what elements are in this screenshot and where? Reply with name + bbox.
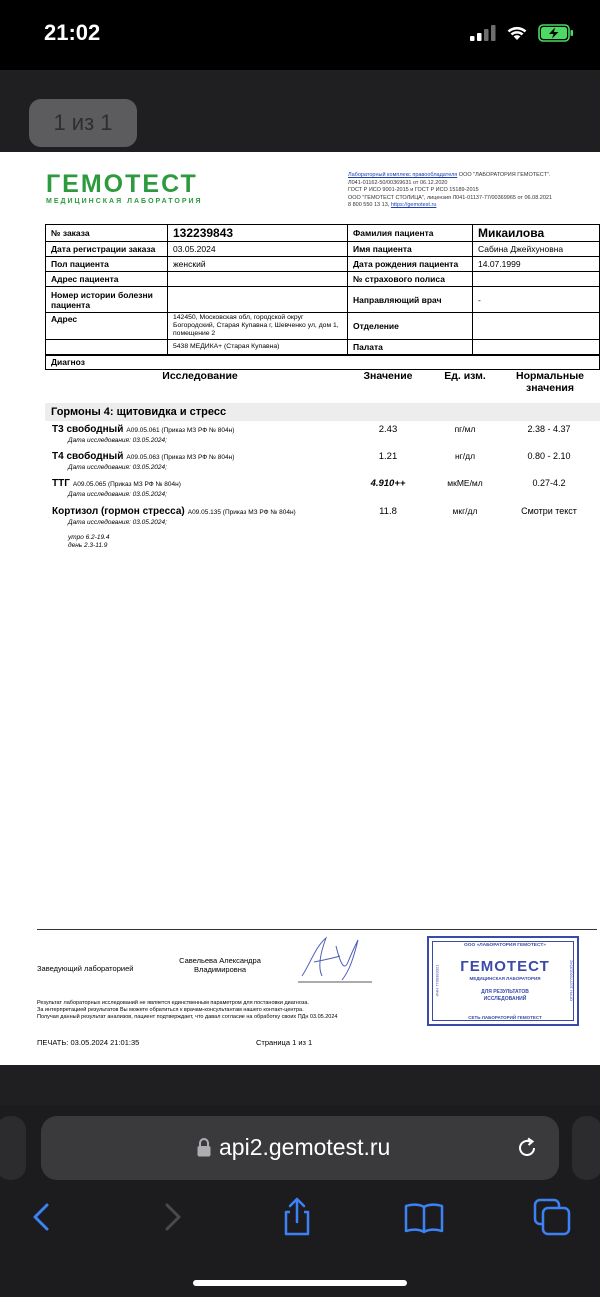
section-title: Гормоны 4: щитовидка и стресс — [45, 403, 600, 421]
reg-date-value: 03.05.2024 — [168, 242, 348, 257]
stamp-main-text: ГЕМОТЕСТ — [460, 958, 550, 975]
lab-info — [348, 172, 598, 210]
result-name — [52, 478, 181, 489]
signature-name-line1: Савельева Александра — [179, 956, 261, 965]
disclaimer-line2: За интерпретацией результатов Вы можете обратиться к врачам-консультантам нашего контакт-центра. — [37, 1007, 304, 1013]
viewer-bottom-bar — [0, 1065, 600, 1105]
signature-name-line2: Владимировна — [193, 965, 247, 974]
result-ref: Смотри текст — [521, 506, 577, 516]
gemotest-site-link[interactable]: https://gemotest.ru — [390, 202, 437, 208]
insurance-value — [473, 272, 600, 287]
result-unit: мкМЕ/мл — [447, 478, 483, 488]
history-label: Номер истории болезни пациента — [46, 287, 168, 313]
result-name-text: Т3 свободный — [52, 424, 124, 435]
lab-info-line1: ООО "ЛАБОРАТОРИЯ ГЕМОТЕСТ". — [457, 172, 551, 178]
result-value-flagged: 4.910++ — [370, 478, 406, 489]
print-date: ПЕЧАТЬ: 03.05.2024 21:01:35 — [37, 1038, 140, 1047]
disclaimer-line1: Результат лабораторных исследований не является единственным параметром для постановки диагноза. — [37, 1000, 309, 1006]
result-unit: нг/дл — [454, 451, 476, 461]
result-name — [52, 451, 234, 462]
lock-icon — [197, 1138, 211, 1157]
disclaimer-line3: Получая данный результат анализов, пациент подтверждает, что давал согласие на обработку своих ПДн 03.05.2024 — [37, 1014, 338, 1020]
tabs-icon[interactable] — [530, 1195, 574, 1239]
order-number-label: № заказа — [46, 225, 168, 242]
department-label: Отделение — [348, 313, 473, 340]
lab-info-line4: ООО "ГЕМОТЕСТ СТОЛИЦА", лицензия Л041-01137-77/00369965 от 06.08.2021 — [348, 194, 553, 201]
bookmarks-icon[interactable] — [402, 1195, 446, 1239]
result-code: A09.05.063 (Приказ МЗ РФ № 804н) — [126, 454, 235, 461]
cortisol-note-day: день 2.3-11.9 — [68, 542, 108, 549]
lab-report-page — [0, 152, 600, 1065]
col-header-unit: Ед. изм. — [444, 370, 486, 382]
result-row-tsh — [0, 478, 600, 506]
url-text: api2.gemotest.ru — [219, 1134, 391, 1160]
department-value — [473, 313, 600, 340]
patient-address-value — [168, 272, 348, 287]
result-unit: мкг/дл — [452, 506, 478, 516]
share-icon[interactable] — [275, 1195, 319, 1239]
status-time: 21:02 — [44, 20, 101, 45]
result-name-text: Т4 свободный — [52, 451, 124, 462]
ward-label: Палата — [348, 340, 473, 355]
status-icons — [470, 24, 574, 42]
gemotest-logo — [46, 172, 203, 205]
col-header-value: Значение — [363, 370, 413, 382]
logo-main-text: ГЕМОТЕСТ — [46, 170, 198, 198]
result-ref: 0.80 - 2.10 — [527, 451, 571, 461]
stamp-inn: ИНН 7709383321 — [434, 964, 440, 997]
patient-address-label: Адрес пациента — [46, 272, 168, 287]
signature-name — [160, 956, 280, 974]
stamp-sub-text: МЕДИЦИНСКАЯ ЛАБОРАТОРИЯ — [469, 976, 541, 981]
page-indicator: 1 из 1 — [29, 99, 137, 147]
next-tab-peek[interactable] — [572, 1116, 600, 1180]
stamp-top-text: ООО «ЛАБОРАТОРИЯ ГЕМОТЕСТ» — [464, 943, 546, 948]
result-row-t3 — [0, 424, 600, 452]
stamp-mid-line2: ИССЛЕДОВАНИЙ — [483, 996, 527, 1002]
result-name-text: ТТГ — [52, 478, 70, 489]
disclaimer — [37, 1000, 417, 1021]
sex-value: женский — [168, 257, 348, 272]
result-date: Дата исследования: 03.05.2024; — [68, 491, 167, 498]
page-number: Страница 1 из 1 — [256, 1038, 313, 1047]
handwritten-signature — [296, 932, 374, 984]
cellular-signal-icon — [470, 25, 496, 41]
lab-info-line3: ГОСТ Р ИСО 9001-2015 и ГОСТ Р ИСО 15189-2015 — [348, 187, 479, 193]
result-date: Дата исследования: 03.05.2024; — [68, 464, 167, 471]
viewer-top-bar — [0, 70, 600, 152]
sex-label: Пол пациента — [46, 257, 168, 272]
insurance-label: № страхового полиса — [348, 272, 473, 287]
status-bar — [0, 0, 600, 70]
logo-sub-text: МЕДИЦИНСКАЯ ЛАБОРАТОРИЯ — [46, 198, 203, 205]
ward-value — [473, 340, 600, 355]
surname-value: Микаилова — [473, 225, 600, 242]
lab-info-line2: Л041-01162-50/00369631 от 06.12.2020 — [348, 179, 448, 186]
result-ref: 2.38 - 4.37 — [527, 424, 571, 434]
result-name — [52, 424, 234, 435]
result-date: Дата исследования: 03.05.2024; — [68, 437, 167, 444]
result-name-text: Кортизол (гормон стресса) — [52, 506, 185, 517]
result-row-t4 — [0, 451, 600, 479]
reload-icon[interactable] — [515, 1136, 539, 1160]
cortisol-note-morning: утро 6.2-19.4 — [68, 534, 110, 541]
diagnosis-label: Диагноз — [46, 355, 600, 370]
history-value — [168, 287, 348, 313]
stamp-mid-text — [447, 989, 563, 1003]
result-date: Дата исследования: 03.05.2024; — [68, 519, 167, 526]
doctor-value: - — [473, 287, 600, 313]
result-ref: 0.27-4.2 — [532, 478, 566, 488]
clinic-value: 5438 МЕДИКА+ (Старая Купавна) — [168, 340, 348, 355]
result-unit: пг/мл — [454, 424, 476, 434]
col-header-study: Исследование — [162, 370, 238, 382]
back-button-icon[interactable] — [20, 1195, 64, 1239]
stamp-mid-line1: ДЛЯ РЕЗУЛЬТАТОВ — [481, 989, 529, 995]
result-name — [52, 506, 296, 517]
wifi-icon — [506, 25, 528, 41]
order-number-value: 132239843 — [168, 225, 348, 242]
stamp-bottom-text: СЕТЬ ЛАБОРАТОРИЙ ГЕМОТЕСТ — [468, 1015, 542, 1020]
address-bar[interactable] — [41, 1116, 559, 1180]
signature-role: Заведующий лабораторией — [37, 964, 134, 973]
doctor-label: Направляющий врач — [348, 287, 473, 313]
previous-tab-peek[interactable] — [0, 1116, 26, 1180]
result-code: A09.05.061 (Приказ МЗ РФ № 804н) — [126, 427, 235, 434]
home-indicator — [193, 1280, 407, 1286]
result-value: 11.8 — [379, 506, 397, 517]
patient-name-label: Имя пациента — [348, 242, 473, 257]
lab-phone: 8 800 550 13 13, — [348, 202, 391, 208]
address-value: 142450, Московская обл, городской округ Богородский, Старая Купавна г, Шевченко ул, дом 1, помещение 2 — [168, 313, 348, 340]
result-value: 1.21 — [378, 451, 398, 462]
lab-stamp — [427, 936, 579, 1026]
cortisol-note — [68, 534, 109, 550]
reg-date-label: Дата регистрации заказа — [46, 242, 168, 257]
result-code: A09.05.135 (Приказ МЗ РФ № 804н) — [187, 509, 296, 516]
patient-name-value: Сабина Джейхуновна — [473, 242, 600, 257]
clinic-empty-cell — [46, 340, 168, 355]
lab-complex-link[interactable]: Лабораторный комплекс правообладателя — [348, 172, 458, 178]
col-header-ref: Нормальные значения — [515, 370, 584, 394]
stamp-ogrn: ОГРН 1027706019542 — [568, 960, 574, 1001]
forward-button-icon[interactable] — [150, 1195, 194, 1239]
dob-value: 14.07.1999 — [473, 257, 600, 272]
result-row-cortisol — [0, 506, 600, 534]
result-code: A09.05.065 (Приказ МЗ РФ № 804н) — [72, 481, 181, 488]
footer-divider — [37, 929, 597, 930]
address-label: Адрес — [46, 313, 168, 340]
safari-bottom-bar — [0, 1105, 600, 1297]
result-value: 2.43 — [378, 424, 398, 435]
patient-info-table — [45, 224, 600, 370]
battery-charging-icon — [538, 24, 574, 42]
surname-label: Фамилия пациента — [348, 225, 473, 242]
dob-label: Дата рождения пациента — [348, 257, 473, 272]
